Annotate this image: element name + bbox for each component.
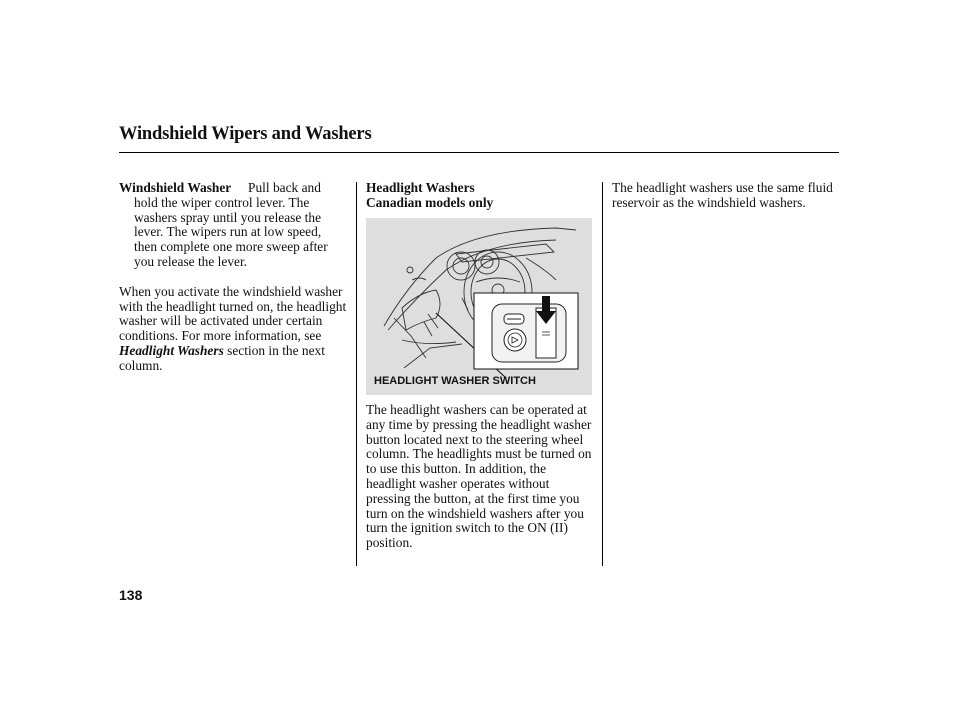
windshield-washer-text: Pull back and hold the wiper control lever. The washers spray until you release the lever. The wipers run at low speed, then complete one more sweep after you release the lever.: [134, 180, 328, 269]
column-windshield-washer: [119, 181, 347, 374]
title-rule: [119, 152, 839, 153]
headlight-washers-heading: Headlight Washers: [366, 180, 475, 195]
headlight-washers-reference: Headlight Washers: [119, 342, 224, 358]
windshield-washer-paragraph: [119, 181, 347, 270]
headlight-link-paragraph: [119, 285, 347, 374]
headlight-washer-switch-figure: [366, 218, 592, 395]
headlight-link-text-after: section in the next column.: [119, 342, 325, 373]
canadian-models-subheading: Canadian models only: [366, 194, 494, 210]
column-divider-left: [356, 182, 357, 566]
headlight-washers-body: The headlight washers can be operated at any time by pressing the headlight washer button located next to the steering wheel column. The headlights must be turned on to use this button. In addition, the headlight washer operates without pressing the button, at the first time you turn on the windshield washers after you turn the ignition switch to the ON (II) position.: [366, 402, 592, 551]
headlight-washers-heading-block: [366, 181, 596, 211]
page-title: Windshield Wipers and Washers: [119, 124, 372, 144]
page-number: 138: [119, 587, 143, 603]
dashboard-illustration: [366, 218, 592, 395]
fluid-reservoir-note: The headlight washers use the same fluid reservoir as the windshield washers.: [612, 180, 833, 210]
column-divider-right: [602, 182, 603, 566]
windshield-washer-heading: Windshield Washer: [119, 180, 232, 195]
headlight-link-text-before: When you activate the windshield washer with the headlight turned on, the headlight washer will be activated under certain conditions. For more information, see: [119, 283, 347, 344]
figure-caption: HEADLIGHT WASHER SWITCH: [374, 375, 536, 387]
